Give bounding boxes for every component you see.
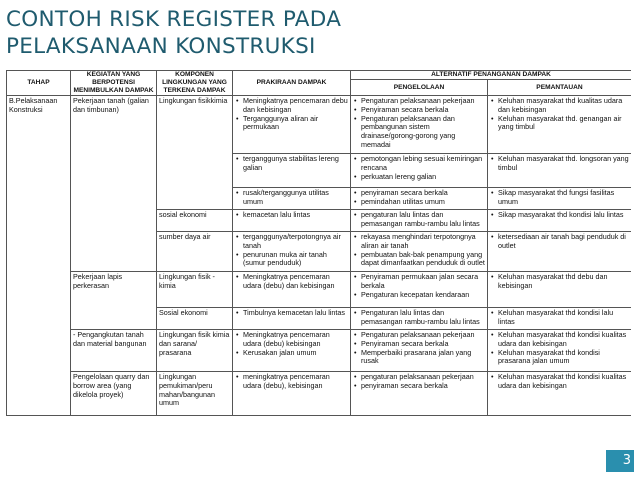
prakiraan-item: • Terganggunya aliran air permukaan	[243, 115, 348, 133]
pemantauan-list	[490, 189, 629, 207]
prakiraan-list	[235, 309, 348, 318]
cell-prakiraan	[233, 210, 351, 232]
cell-pengelolaan	[351, 232, 488, 272]
pengelolaan-item: • Penyiraman secara berkala	[361, 106, 485, 115]
cell-prakiraan	[233, 372, 351, 416]
pengelolaan-list	[353, 97, 485, 150]
prakiraan-list	[235, 233, 348, 268]
prakiraan-list	[235, 331, 348, 357]
cell-komponen: sumber daya air	[157, 232, 233, 272]
pemantauan-list	[490, 309, 629, 327]
prakiraan-list	[235, 373, 348, 391]
cell-kegiatan: - Pengangkutan tanah dan material bangunan	[71, 330, 157, 372]
pengelolaan-list	[353, 309, 485, 327]
header-kegiatan: KEGIATAN YANG BERPOTENSI MENIMBULKAN DAMPAK	[71, 71, 157, 96]
prakiraan-list	[235, 189, 348, 207]
header-alternatif: ALTERNATIF PENANGANAN DAMPAK	[351, 71, 632, 80]
prakiraan-item: • meningkatnya pencemaran udara (debu), kebisingan	[243, 373, 348, 391]
pengelolaan-item: • Pengaturan pelaksanaan dan pembangunan sistem drainase/gorong-gorong yang memadai	[361, 115, 485, 150]
prakiraan-item: • rusak/terganggunya utilitas umum	[243, 189, 348, 207]
pemantauan-list	[490, 97, 629, 132]
cell-kegiatan: Pekerjaan tanah (galian dan timbunan)	[71, 96, 157, 272]
prakiraan-item: • terganggunya/terpotongnya air tanah	[243, 233, 348, 251]
cell-prakiraan	[233, 272, 351, 308]
pemantauan-item: • Sikap masyarakat thd fungsi fasilitas umum	[498, 189, 629, 207]
cell-prakiraan	[233, 96, 351, 154]
cell-pemantauan	[488, 308, 632, 330]
cell-pemantauan	[488, 210, 632, 232]
cell-kegiatan: Pengelolaan quarry dan borrow area (yang dikelola proyek)	[71, 372, 157, 416]
header-tahap: TAHAP	[7, 71, 71, 96]
cell-pengelolaan	[351, 188, 488, 210]
pemantauan-list	[490, 373, 629, 391]
pengelolaan-list	[353, 189, 485, 207]
cell-komponen: sosial ekonomi	[157, 210, 233, 232]
pengelolaan-item: • pengaturan lalu lintas dan pemasangan rambu-rambu lalu lintas	[361, 211, 485, 229]
risk-register-table	[6, 70, 631, 416]
pemantauan-item: • Keluhan masyarakat thd kualitas udara dan kebisingan	[498, 97, 629, 115]
table-row	[7, 96, 632, 154]
pengelolaan-item: • perkuatan lereng galian	[361, 173, 485, 182]
pemantauan-item: • Keluhan masyarakat thd kondisi kualitas udara dan kebisingan	[498, 373, 629, 391]
prakiraan-list	[235, 155, 348, 173]
pengelolaan-list	[353, 211, 485, 229]
cell-prakiraan	[233, 188, 351, 210]
cell-pemantauan	[488, 96, 632, 154]
pemantauan-item: • Keluhan masyarakat thd debu dan kebisingan	[498, 273, 629, 291]
slide-title	[6, 6, 341, 60]
cell-pemantauan	[488, 154, 632, 188]
pemantauan-item: • Keluhan masyarakat thd kondisi kualitas udara dan kebisingan	[498, 331, 629, 349]
header-pemantauan: PEMANTAUAN	[488, 80, 632, 96]
pengelolaan-item: • rekayasa menghindari terpotongnya aliran air tanah	[361, 233, 485, 251]
pemantauan-list	[490, 155, 629, 173]
pengelolaan-item: • pemindahan utilitas umum	[361, 198, 485, 207]
prakiraan-list	[235, 97, 348, 132]
cell-prakiraan	[233, 330, 351, 372]
risk-register-table-wrap	[6, 70, 631, 470]
header-komponen: KOMPONEN LINGKUNGAN YANG TERKENA DAMPAK	[157, 71, 233, 96]
pemantauan-item: • ketersediaan air tanah bagi penduduk di outlet	[498, 233, 629, 251]
cell-pengelolaan	[351, 372, 488, 416]
pengelolaan-list	[353, 155, 485, 181]
prakiraan-item: • kemacetan lalu lintas	[243, 211, 348, 220]
cell-pengelolaan	[351, 154, 488, 188]
cell-kegiatan: Pekerjaan lapis perkerasan	[71, 272, 157, 330]
cell-pemantauan	[488, 188, 632, 210]
header-pengelolaan: PENGELOLAAN	[351, 80, 488, 96]
cell-komponen: Lingkungan pemukiman/peru mahan/bangunan umum	[157, 372, 233, 416]
pemantauan-item: • Keluhan masyarakat thd kondisi prasarana jalan umum	[498, 349, 629, 367]
pengelolaan-list	[353, 331, 485, 366]
pengelolaan-item: • penyiraman secara berkala	[361, 382, 485, 391]
pengelolaan-item: • Pengaturan pelaksanaan pekerjaan	[361, 331, 485, 340]
table-row	[7, 330, 632, 372]
cell-komponen: Lingkungan fisik kimia dan sarana/ prasarana	[157, 330, 233, 372]
slide-title-line1: CONTOH RISK REGISTER PADA	[6, 7, 342, 32]
pengelolaan-item: • Penyiraman permukaan jalan secara berkala	[361, 273, 485, 291]
pengelolaan-item: • pembuatan bak-bak penampung yang dapat dimanfaatkan penduduk di outlet	[361, 251, 485, 269]
cell-pemantauan	[488, 330, 632, 372]
cell-pengelolaan	[351, 272, 488, 308]
table-row	[7, 372, 632, 416]
pemantauan-list	[490, 273, 629, 291]
pemantauan-list	[490, 331, 629, 366]
prakiraan-item: • Kerusakan jalan umum	[243, 349, 348, 358]
prakiraan-list	[235, 273, 348, 291]
cell-pemantauan	[488, 272, 632, 308]
cell-pengelolaan	[351, 96, 488, 154]
pengelolaan-item: • pengaturan pelaksanaan pekerjaan	[361, 373, 485, 382]
prakiraan-item: • penurunan muka air tanah (sumur penduduk)	[243, 251, 348, 269]
pengelolaan-item: • Memperbaiki prasarana jalan yang rusak	[361, 349, 485, 367]
slide-title-line2: PELAKSANAAN KONSTRUKSI	[6, 34, 316, 59]
prakiraan-item: • Meningkatnya pencemaran udara (debu) kebisingan	[243, 331, 348, 349]
cell-komponen: Lingkungan fisik - kimia	[157, 272, 233, 308]
pengelolaan-item: • Pengaturan kecepatan kendaraan	[361, 291, 485, 300]
cell-pengelolaan	[351, 330, 488, 372]
cell-komponen: Sosial ekonomi	[157, 308, 233, 330]
pengelolaan-item: • pemotongan lebing sesuai kemiringan rencana	[361, 155, 485, 173]
pengelolaan-item: • penyiraman secara berkala	[361, 189, 485, 198]
pemantauan-item: • Keluhan masyarakat thd. genangan air yang timbul	[498, 115, 629, 133]
cell-pemantauan	[488, 232, 632, 272]
header-prakiraan: PRAKIRAAN DAMPAK	[233, 71, 351, 96]
pemantauan-list	[490, 211, 629, 220]
cell-prakiraan	[233, 308, 351, 330]
cell-pengelolaan	[351, 308, 488, 330]
pemantauan-item: • Keluhan masyarakat thd. longsoran yang timbul	[498, 155, 629, 173]
prakiraan-item: • terganggunya stabilitas lereng galian	[243, 155, 348, 173]
pemantauan-item: • Sikap masyarakat thd kondisi lalu lintas	[498, 211, 629, 220]
pengelolaan-item: • Pengaturan pelaksanaan pekerjaan	[361, 97, 485, 106]
table-row	[7, 272, 632, 308]
cell-tahap: B.Pelaksanaan Konstruksi	[7, 96, 71, 416]
prakiraan-item: • Meningkatnya pencemaran debu dan kebisingan	[243, 97, 348, 115]
prakiraan-list	[235, 211, 348, 220]
table-body	[7, 96, 632, 416]
cell-komponen: Lingkungan fisikkimia	[157, 96, 233, 210]
page-number-badge: 3	[606, 450, 634, 472]
prakiraan-item: • Meningkatnya pencemaran udara (debu) dan kebisingan	[243, 273, 348, 291]
pemantauan-list	[490, 233, 629, 251]
cell-pemantauan	[488, 372, 632, 416]
cell-prakiraan	[233, 232, 351, 272]
pengelolaan-item: • Penyiraman secara berkala	[361, 340, 485, 349]
pengelolaan-list	[353, 233, 485, 268]
pengelolaan-list	[353, 273, 485, 299]
pemantauan-item: • Keluhan masyarakat thd kondisi lalu lintas	[498, 309, 629, 327]
cell-prakiraan	[233, 154, 351, 188]
pengelolaan-item: • Pengaturan lalu lintas dan pemasangan rambu-rambu lalu lintas	[361, 309, 485, 327]
cell-pengelolaan	[351, 210, 488, 232]
pengelolaan-list	[353, 373, 485, 391]
prakiraan-item: • Timbulnya kemacetan lalu lintas	[243, 309, 348, 318]
